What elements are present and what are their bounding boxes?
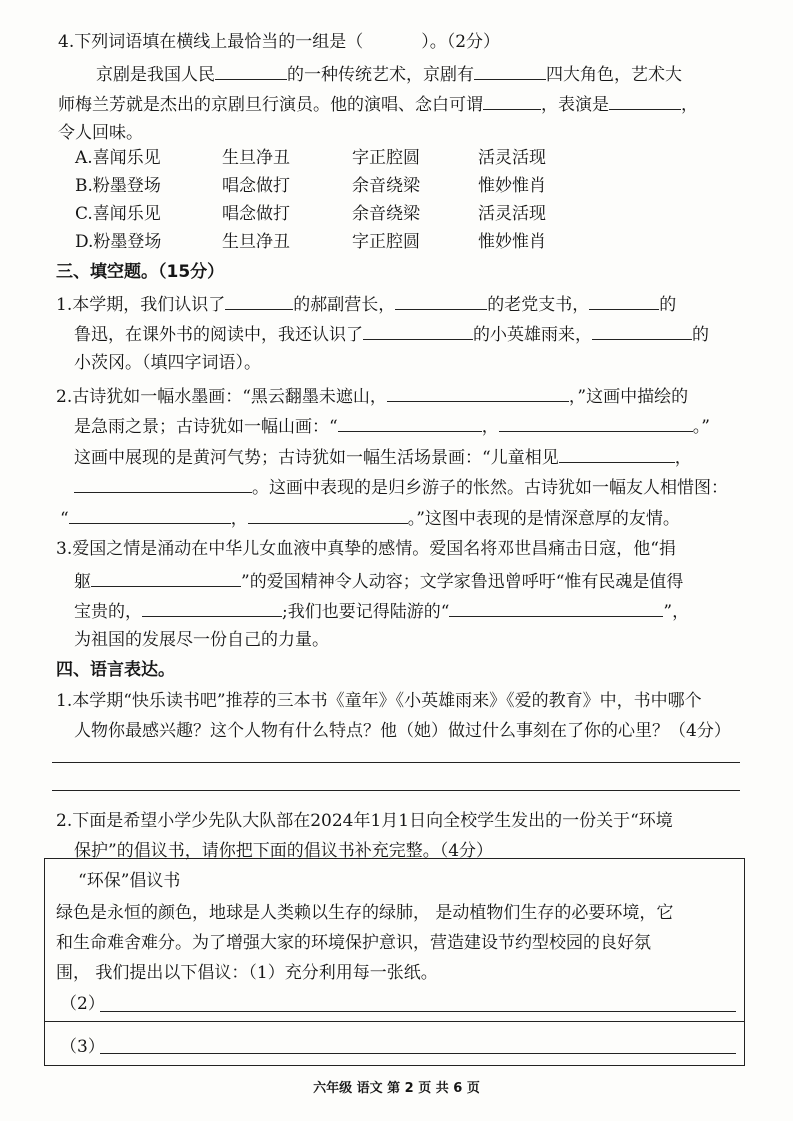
- answer-blank[interactable]: [69, 506, 231, 524]
- proposal-title: “环保”倡议书: [78, 871, 181, 891]
- answer-line[interactable]: [100, 1053, 736, 1054]
- option-word: 活灵活现: [478, 148, 546, 168]
- s3-q3-line4: 为祖国的发展尽一份自己的力量。: [74, 630, 329, 650]
- q4-stem: 4.下列词语填在横线上最恰当的一组是（ ）。（2分）: [58, 32, 501, 52]
- answer-blank[interactable]: [609, 92, 681, 110]
- q4-passage-line1: 京剧是我国人民 的一种传统艺术，京剧有 四大角色，艺术大: [96, 62, 682, 86]
- s3-q2-line2: 是急雨之景；古诗犹如一幅山画：“ ， 。”: [74, 414, 710, 438]
- s3-q2-line3: 这画中展现的是黄河气势；古诗犹如一幅生活场景画：“儿童相见 ，: [74, 445, 692, 469]
- answer-blank[interactable]: [248, 506, 408, 524]
- answer-blank[interactable]: [142, 599, 282, 617]
- s4-q1-line1: 1.本学期“快乐读书吧”推荐的三本书《童年》《小英雄雨来》《爱的教育》中，书中哪个: [56, 691, 702, 711]
- option-word: 余音绕梁: [352, 204, 420, 224]
- option-word: 生旦净丑: [222, 148, 290, 168]
- box-divider: [44, 1021, 745, 1022]
- q4-option-a[interactable]: A.喜闻乐见: [75, 148, 161, 168]
- q4-option-b[interactable]: B.粉墨登场: [75, 176, 161, 196]
- answer-blank[interactable]: [589, 292, 659, 310]
- s3-q1-line3: 小茨冈。（填四字词语）。: [74, 353, 261, 373]
- q4-passage-line3: 令人回味。: [58, 123, 143, 143]
- answer-blank[interactable]: [559, 445, 675, 463]
- option-word: 字正腔圆: [352, 148, 420, 168]
- option-word: 字正腔圆: [352, 232, 420, 252]
- proposal-text-line3: 围， 我们提出以下倡议：（1）充分利用每一张纸。: [56, 963, 438, 983]
- option-word: 活灵活现: [478, 204, 546, 224]
- answer-blank[interactable]: [483, 92, 541, 110]
- section-three-heading: 三、填空题。（15分）: [56, 262, 225, 282]
- answer-blank[interactable]: [592, 322, 692, 340]
- s3-q2-line1: 2.古诗犹如一幅水墨画：“黑云翻墨未遮山， ，”这画中描绘的: [56, 384, 688, 408]
- answer-blank[interactable]: [338, 414, 482, 432]
- proposal-item-2: （2）: [60, 994, 105, 1014]
- s3-q3-line2: 躯 ”的爱国精神令人动容；文学家鲁迅曾呼吁“惟有民魂是值得: [74, 569, 683, 593]
- answer-blank[interactable]: [363, 322, 473, 340]
- answer-blank[interactable]: [499, 414, 693, 432]
- s4-q1-line2: 人物你最感兴趣？这个人物有什么特点？他（她）做过什么事刻在了你的心里？（4分）: [74, 721, 731, 741]
- proposal-item-3: （3）: [60, 1037, 105, 1057]
- s3-q1-line2: 鲁迅，在课外书的阅读中，我还认识了 的小英雄雨来， 的: [74, 322, 709, 346]
- s4-q2-line1: 2.下面是希望小学少先队大队部在2024年1月1日向全校学生发出的一份关于“环境: [56, 811, 673, 831]
- option-word: 余音绕梁: [352, 176, 420, 196]
- q4-option-d[interactable]: D.粉墨登场: [75, 232, 162, 252]
- q4-option-c[interactable]: C.喜闻乐见: [75, 204, 161, 224]
- answer-blank[interactable]: [91, 569, 241, 587]
- answer-line[interactable]: [52, 762, 740, 763]
- s3-q1-line1: 1.本学期，我们认识了 的郝副营长， 的老党支书， 的: [56, 292, 676, 316]
- proposal-text-line2: 和生命难舍难分。为了增强大家的环境保护意识，营造建设节约型校园的良好氛: [56, 933, 651, 953]
- s3-q2-line4: 。这画中表现的是归乡游子的怅然。古诗犹如一幅友人相惜图：: [74, 475, 728, 499]
- option-word: 唱念做打: [222, 204, 290, 224]
- answer-blank[interactable]: [225, 292, 293, 310]
- answer-blank[interactable]: [474, 62, 546, 80]
- answer-line[interactable]: [52, 790, 740, 791]
- s3-q3-line1: 3.爱国之情是涌动在中华儿女血液中真挚的感情。爱国名将邓世昌痛击日寇，他“捐: [56, 539, 676, 559]
- section-four-heading: 四、语言表达。: [56, 660, 175, 680]
- option-word: 唱念做打: [222, 176, 290, 196]
- proposal-text-line1: 绿色是永恒的颜色，地球是人类赖以生存的绿肺， 是动植物们生存的必要环境，它: [56, 903, 674, 923]
- option-word: 惟妙惟肖: [478, 176, 546, 196]
- answer-blank[interactable]: [215, 62, 287, 80]
- s4-q2-line2: 保护”的倡议书，请你把下面的倡议书补充完整。（4分）: [74, 841, 494, 861]
- s3-q3-line3: 宝贵的， ;我们也要记得陆游的“ ”，: [74, 599, 689, 623]
- answer-line[interactable]: [100, 1011, 736, 1012]
- answer-blank[interactable]: [74, 475, 252, 493]
- answer-blank[interactable]: [395, 292, 487, 310]
- page-footer: 六年级 语文 第 2 页 共 6 页: [313, 1081, 480, 1096]
- q4-passage-line2: 师梅兰芳就是杰出的京剧旦行演员。他的演唱、念白可谓 ，表演是 ，: [58, 92, 698, 116]
- option-word: 惟妙惟肖: [478, 232, 546, 252]
- option-word: 生旦净丑: [222, 232, 290, 252]
- s3-q2-line5: “ ， 。”这图中表现的是情深意厚的友情。: [60, 506, 680, 530]
- answer-blank[interactable]: [449, 599, 663, 617]
- answer-blank[interactable]: [387, 384, 569, 402]
